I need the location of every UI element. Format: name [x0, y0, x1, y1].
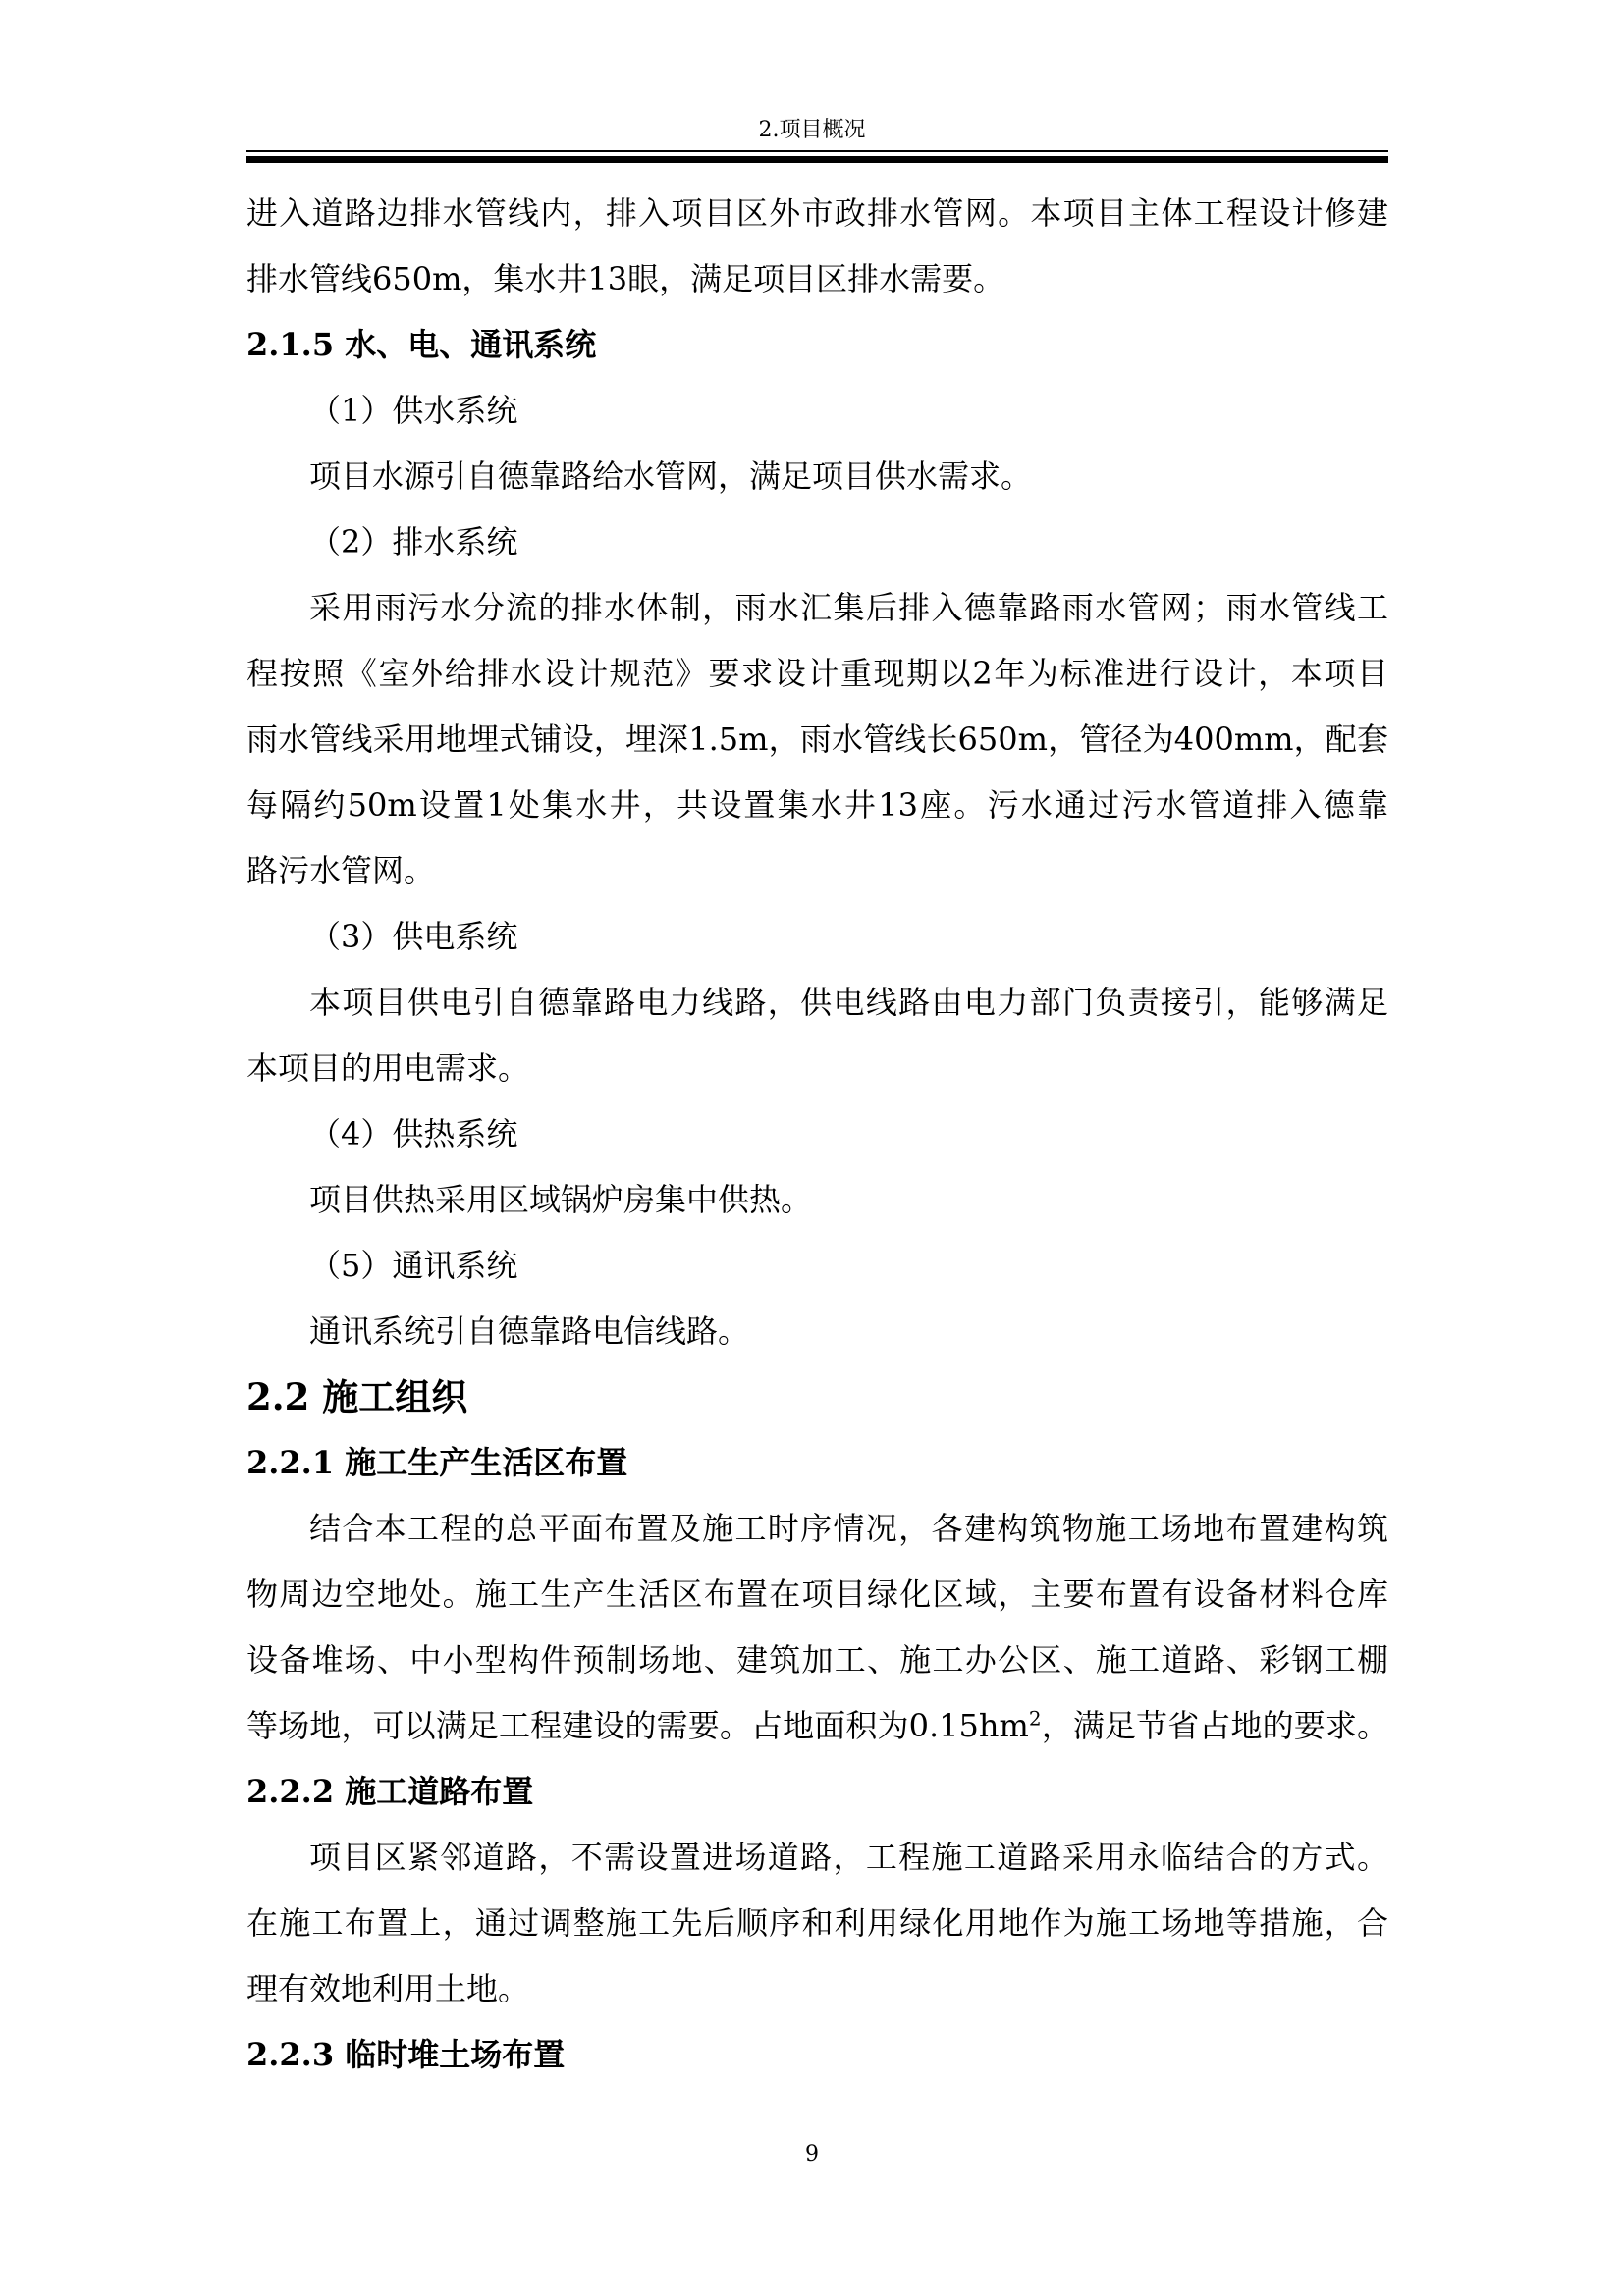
subsection-title-power-supply: （3）供电系统 [309, 918, 518, 955]
paragraph-line: 路污水管网。 [246, 852, 436, 889]
section-heading-2-2: 2.2 施工组织 [246, 1375, 468, 1418]
paragraph-line: 物周边空地处。施工生产生活区布置在项目绿化区域，主要布置有设备材料仓库 [246, 1575, 1388, 1613]
paragraph-line: 结合本工程的总平面布置及施工时序情况，各建构筑物施工场地布置建构筑 [309, 1510, 1388, 1547]
subsection-title-water-supply: （1）供水系统 [309, 392, 518, 429]
paragraph-line: 项目区紧邻道路，不需设置进场道路，工程施工道路采用永临结合的方式。 [309, 1839, 1388, 1876]
paragraph-line: 本项目供电引自德靠路电力线路，供电线路由电力部门负责接引，能够满足 [309, 984, 1388, 1021]
paragraph-line: 理有效地利用土地。 [246, 1970, 530, 2007]
paragraph-line: 项目水源引自德靠路给水管网，满足项目供水需求。 [309, 457, 1033, 495]
text-segment: 等场地，可以满足工程建设的需要。占地面积为0.15hm [246, 1707, 1029, 1744]
header-rule-thin [246, 150, 1388, 152]
paragraph-line: 采用雨污水分流的排水体制，雨水汇集后排入德靠路雨水管网；雨水管线工 [309, 589, 1388, 626]
paragraph-line: 通讯系统引自德靠路电信线路。 [309, 1312, 750, 1350]
paragraph-line: 在施工布置上，通过调整施工先后顺序和利用绿化用地作为施工场地等措施，合 [246, 1904, 1388, 1942]
paragraph-line: 雨水管线采用地埋式铺设，埋深1.5m，雨水管线长650m，管径为400mm，配套 [246, 721, 1388, 758]
section-heading-2-1-5: 2.1.5 水、电、通讯系统 [246, 326, 597, 363]
paragraph-line: 项目供热采用区域锅炉房集中供热。 [309, 1181, 813, 1218]
subsection-title-drainage: （2）排水系统 [309, 523, 518, 561]
paragraph-line: 本项目的用电需求。 [246, 1049, 530, 1087]
page-number: 9 [805, 2142, 819, 2166]
section-heading-2-2-2: 2.2.2 施工道路布置 [246, 1773, 534, 1810]
paragraph-line: 程按照《室外给排水设计规范》要求设计重现期以2年为标准进行设计，本项目 [246, 655, 1388, 692]
paragraph-line: 每隔约50m设置1处集水井，共设置集水井13座。污水通过污水管道排入德靠 [246, 786, 1388, 824]
subsection-title-telecom: （5）通讯系统 [309, 1247, 518, 1284]
paragraph-line: 设备堆场、中小型构件预制场地、建筑加工、施工办公区、施工道路、彩钢工棚 [246, 1641, 1388, 1679]
section-heading-2-2-1: 2.2.1 施工生产生活区布置 [246, 1444, 628, 1481]
paragraph-line [246, 1693, 1388, 1759]
header-rule-thick [246, 156, 1388, 163]
section-heading-2-2-3: 2.2.3 临时堆土场布置 [246, 2036, 566, 2073]
page-body [246, 181, 1388, 2088]
subsection-title-heating: （4）供热系统 [309, 1115, 518, 1152]
running-header: 2.项目概况 [758, 118, 866, 142]
paragraph-line: 进入道路边排水管线内，排入项目区外市政排水管网。本项目主体工程设计修建 [246, 194, 1388, 232]
text-segment: ，满足节省占地的要求。 [1041, 1707, 1388, 1744]
superscript: 2 [1028, 1706, 1042, 1731]
paragraph-line: 排水管线650m，集水井13眼，满足项目区排水需要。 [246, 260, 1005, 297]
